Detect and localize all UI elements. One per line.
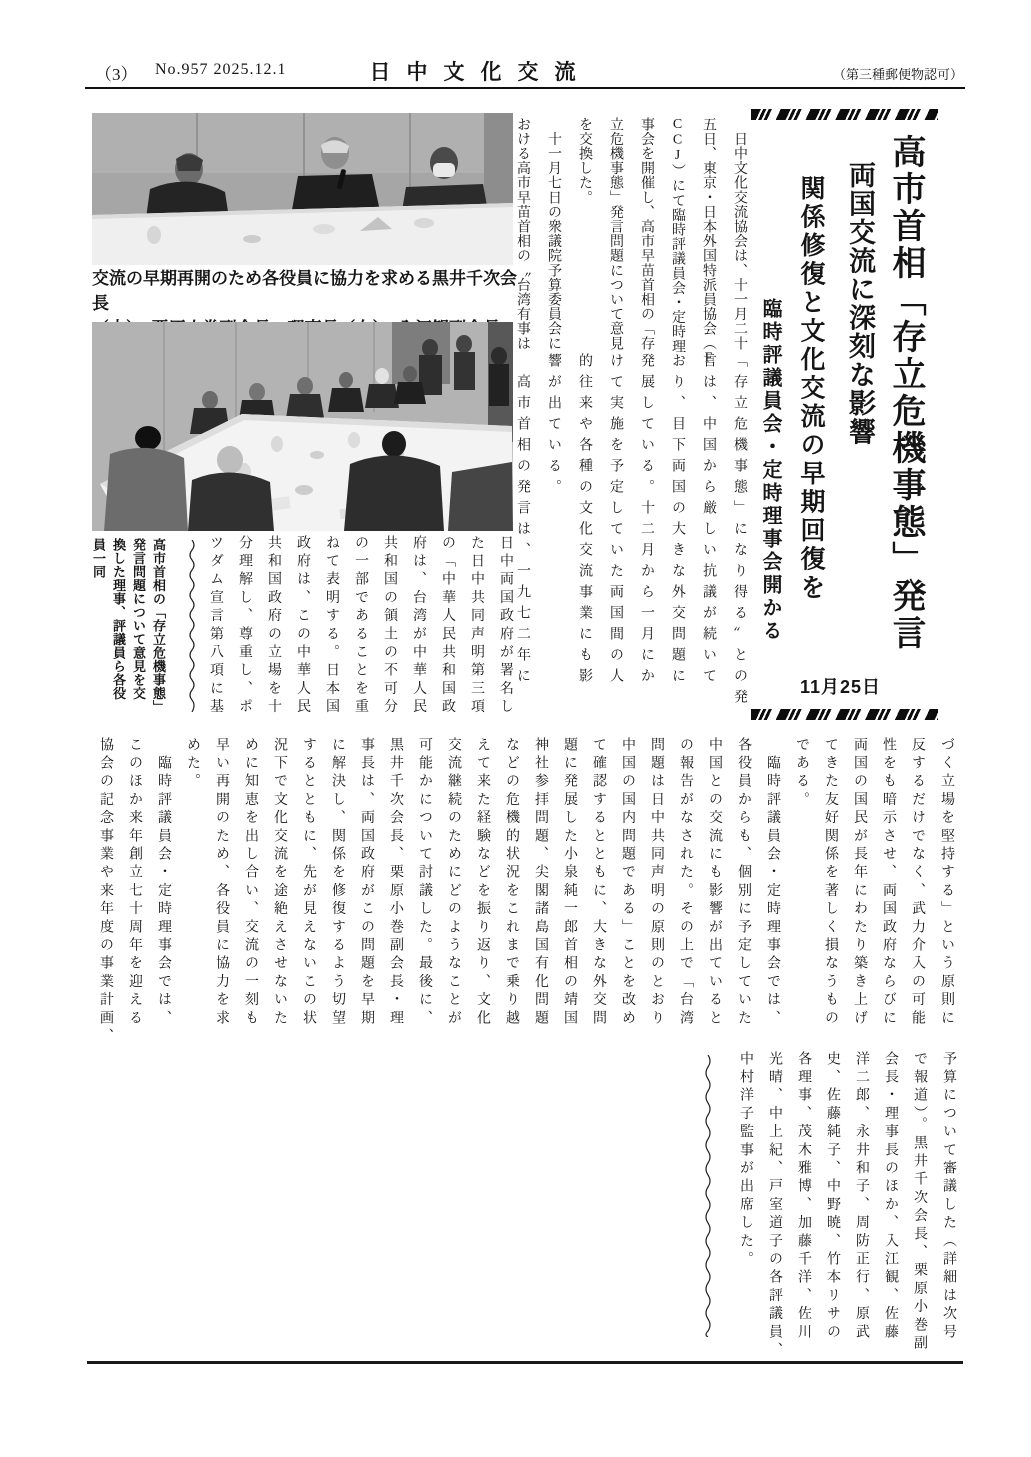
text-column: 共和国政府の立場を十 xyxy=(266,535,281,717)
photo-2-caption-column: 発言問題について意見を交 xyxy=(131,538,146,700)
photo-1-caption-line1: 交流の早期再開のため各役員に協力を求める黒井千次会長 xyxy=(92,269,517,313)
photo-1-image xyxy=(92,113,513,265)
text-column: おける高市早苗首相の〝台湾有事は xyxy=(515,117,530,351)
text-column: 況下で文化交流を途絶えさせないた xyxy=(272,737,287,1029)
newsletter-title: 日中文化交流 xyxy=(369,61,592,84)
caption-wavy-divider xyxy=(188,540,196,712)
text-column: 分理解し、尊重し、ポ xyxy=(237,535,252,717)
headline-stripe-border-top xyxy=(751,109,938,120)
text-column: 言は、中国から厳しい抗議が続いて xyxy=(701,353,716,689)
text-column: 両国の国民が長年にわたり築き上げ xyxy=(852,737,867,1029)
article-upper-band-1 xyxy=(507,117,755,367)
text-column: 早い再開のため、各役員に協力を求 xyxy=(214,737,229,1029)
text-column: 各役員からも、個別に予定していた xyxy=(736,737,751,1029)
text-column: 反するだけでなく、武力介入の可能 xyxy=(910,737,925,1029)
text-column: 十一月七日の衆議院予算委員会に xyxy=(546,117,561,351)
headline-stripe-border-bottom xyxy=(751,709,938,720)
text-column: 光晴、中上紀、戸室道子の各評議員、 xyxy=(767,1051,782,1361)
text-column: 「存立危機事態」になり得る〟との発 xyxy=(732,353,747,710)
text-column: 臨時評議員会・定時理事会では、 xyxy=(156,737,171,1029)
text-column: 発展している。十二月から一月にか xyxy=(639,353,654,689)
text-column: の一部であることを重 xyxy=(353,535,368,717)
article-lower-band-2 xyxy=(731,1051,963,1361)
text-column: 政府は、この中華人民 xyxy=(295,535,310,717)
text-column: 事会を開催し、高市早苗首相の「存 xyxy=(639,117,654,351)
text-column: このほか来年創立七十周年を迎える xyxy=(127,737,142,1029)
headline-sub2: 関係修復と文化交流の早期回復を xyxy=(797,175,824,603)
text-column: てきた友好関係を著しく損なうもの xyxy=(823,737,838,1029)
text-column: 中国の国内問題である」ことを改め xyxy=(620,737,635,1029)
text-column: CCJ）にて臨時評議員会・定時理 xyxy=(670,117,685,354)
text-column: 題に発展した小泉純一郎首相の靖国 xyxy=(562,737,577,1029)
text-column: 中国との交流にも影響が出ていると xyxy=(707,737,722,1029)
text-column: た日中共同声明第三項 xyxy=(469,535,484,717)
text-column: 黒井千次会長、栗原小巻副会長・理 xyxy=(388,737,403,1029)
article-end-wavy-mark xyxy=(704,1055,712,1337)
text-column: 高市首相の発言は、一九七二年に xyxy=(515,353,530,689)
text-column: めた。 xyxy=(185,737,200,792)
text-column: おり、目下両国の大きな外交問題に xyxy=(670,353,685,689)
text-column: 立危機事態」発言問題について意見 xyxy=(608,117,623,351)
text-column: の「中華人民共和国政 xyxy=(440,535,455,717)
photo-2-caption-column: 換した理事、評議員ら各役 xyxy=(111,538,126,700)
text-column: 性をも暗示させ、両国政府ならびに xyxy=(881,737,896,1029)
text-column: て確認するとともに、大きな外交問 xyxy=(591,737,606,1029)
text-column: ねて表明する。日本国 xyxy=(324,535,339,717)
headline-main: 高市首相「存立危機事態」発言 xyxy=(887,134,925,652)
article-upper-band-2 xyxy=(507,353,755,712)
text-column: 事長は、両国政府がこの問題を早期 xyxy=(359,737,374,1029)
bottom-rule xyxy=(87,1361,963,1364)
header-issue-date: No.957 2025.12.1 xyxy=(155,61,287,78)
text-column: 洋二郎、永井和子、周防正行、原武 xyxy=(854,1051,869,1343)
text-column: 予算について審議した（詳細は次号 xyxy=(941,1051,956,1343)
photo-2-caption-column: 高市首相の「存立危機事態」 xyxy=(151,538,166,714)
photo-2-image xyxy=(92,322,513,531)
header-page-number: （3） xyxy=(95,65,138,84)
text-column: 中村洋子監事が出席した。 xyxy=(738,1051,753,1270)
text-column: づく立場を堅持する」という原則に xyxy=(939,737,954,1029)
text-column: 神社参拝問題、尖閣諸島国有化問題 xyxy=(533,737,548,1029)
text-column: 会長・理事長のほか、入江観、佐藤 xyxy=(883,1051,898,1343)
text-column: 史、佐藤純子、中野暁、竹本リサの xyxy=(825,1051,840,1343)
header-rule xyxy=(85,87,965,89)
text-column: 協会の記念事業や来年度の事業計画、 xyxy=(98,737,113,1047)
text-column: 響が出ている。 xyxy=(546,353,561,500)
text-column: の報告がなされた。その上で「台湾 xyxy=(678,737,693,1029)
text-column: 日中両国政府が署名し xyxy=(498,535,513,717)
text-column: するとともに、先が見えないこの状 xyxy=(301,737,316,1029)
text-column: に解決し、関係を修復するよう切望 xyxy=(330,737,345,1029)
text-column: 府は、台湾が中華人民 xyxy=(411,535,426,717)
text-column: などの危機的状況をこれまで乗り越 xyxy=(504,737,519,1029)
photo-2-caption-column: 員一同 xyxy=(91,538,106,579)
article-under-photo-band xyxy=(201,535,520,719)
headline-sub3: 臨時評議員会・定時理事会開かる xyxy=(759,298,781,643)
text-column: 的往来や各種の文化交流事業にも影 xyxy=(577,353,592,689)
text-column: 交流継続のためにどのようなことが xyxy=(446,737,461,1029)
text-column: 臨時評議員会・定時理事会では、 xyxy=(765,737,780,1029)
photo-2 xyxy=(92,322,513,531)
headline-sub1: 両国交流に深刻な影響 xyxy=(845,161,875,446)
text-column: 各理事、茂木雅博、加藤千洋、佐川 xyxy=(796,1051,811,1343)
text-column: 問題は日中共同声明の原則のとおり xyxy=(649,737,664,1029)
text-column: 共和国の領土の不可分 xyxy=(382,535,397,717)
text-column: けて実施を予定していた両国間の人 xyxy=(608,353,623,689)
text-column: めに知恵を出し合い、交流の一刻も xyxy=(243,737,258,1029)
text-column: えて来た経験などを振り返り、文化 xyxy=(475,737,490,1029)
text-column: 可能かについて討議した。最後に、 xyxy=(417,737,432,1029)
text-column: である。 xyxy=(794,737,809,810)
text-column: で報道）。黒井千次会長、栗原小巻副 xyxy=(912,1051,927,1354)
photo-2-caption xyxy=(88,538,168,716)
text-column: 日中文化交流協会は、十一月二十 xyxy=(732,117,747,351)
text-column: を交換した。 xyxy=(577,117,592,205)
text-column: 五日、東京・日本外国特派員協会（F xyxy=(701,117,716,367)
photo-1 xyxy=(92,113,513,265)
header-postal-permit: （第三種郵便物認可） xyxy=(832,67,963,82)
text-column: ツダム宣言第八項に基 xyxy=(208,535,223,717)
headline-date: 11月25日 xyxy=(800,677,882,697)
article-lower-band-1 xyxy=(91,737,961,1047)
